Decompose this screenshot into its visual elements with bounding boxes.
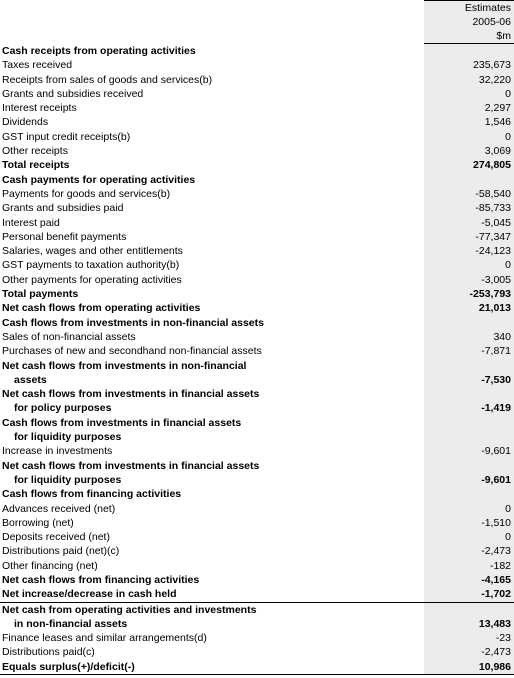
table-row bbox=[0, 73, 514, 87]
row-label: Grants and subsidies received bbox=[2, 87, 144, 100]
row-value: 0 bbox=[424, 130, 514, 144]
table-row bbox=[0, 230, 514, 244]
row-label: Total payments bbox=[2, 288, 79, 301]
table-row bbox=[0, 587, 514, 602]
row-value: -23 bbox=[424, 631, 514, 645]
row-label: for liquidity purposes bbox=[14, 473, 122, 486]
row-value: 10,986 bbox=[424, 660, 514, 675]
row-label: Net cash flows from investments in financial assets bbox=[2, 388, 260, 401]
row-value: -7,530 bbox=[424, 373, 514, 387]
row-label: GST payments to taxation authority(b) bbox=[2, 259, 180, 272]
table-row bbox=[0, 173, 514, 187]
row-value: -4,165 bbox=[424, 573, 514, 587]
row-label: Payments for goods and services(b) bbox=[2, 187, 171, 200]
row-label: for liquidity purposes bbox=[14, 431, 122, 444]
table-row bbox=[0, 444, 514, 458]
table-row bbox=[0, 115, 514, 129]
row-label: Interest receipts bbox=[2, 102, 77, 115]
table-row bbox=[0, 330, 514, 344]
row-value bbox=[424, 316, 514, 330]
table-row bbox=[0, 617, 514, 631]
header-row-unit bbox=[0, 29, 514, 44]
table-row bbox=[0, 201, 514, 215]
table-row bbox=[0, 602, 514, 617]
table-row bbox=[0, 530, 514, 544]
row-label: Taxes received bbox=[2, 59, 73, 72]
row-value: -85,733 bbox=[424, 201, 514, 215]
row-label: Other payments for operating activities bbox=[2, 273, 182, 286]
table-row bbox=[0, 244, 514, 258]
row-label: Borrowing (net) bbox=[2, 516, 74, 529]
column-year: 2005-06 bbox=[424, 15, 514, 29]
table-row bbox=[0, 502, 514, 516]
row-label: Grants and subsidies paid bbox=[2, 202, 124, 215]
row-label: Distributions paid (net)(c) bbox=[2, 545, 120, 558]
row-label: Net cash flows from financing activities bbox=[2, 573, 200, 586]
row-label: GST input credit receipts(b) bbox=[2, 130, 131, 143]
table-row bbox=[0, 573, 514, 587]
row-value: -5,045 bbox=[424, 216, 514, 230]
row-label: Net cash flows from investments in non-financial bbox=[2, 359, 247, 372]
table-row bbox=[0, 316, 514, 330]
row-value bbox=[424, 44, 514, 59]
table-row bbox=[0, 359, 514, 373]
row-value: 235,673 bbox=[424, 58, 514, 72]
table-row bbox=[0, 416, 514, 430]
row-label: Net cash flows from operating activities bbox=[2, 302, 201, 315]
row-value: -1,419 bbox=[424, 401, 514, 415]
row-value: 2,297 bbox=[424, 101, 514, 115]
row-label: Other financing (net) bbox=[2, 559, 98, 572]
row-value bbox=[424, 602, 514, 617]
row-label: Salaries, wages and other entitlements bbox=[2, 245, 183, 258]
table-row bbox=[0, 544, 514, 558]
row-value bbox=[424, 387, 514, 401]
row-value: -9,601 bbox=[424, 473, 514, 487]
table-row bbox=[0, 44, 514, 59]
row-value: -1,702 bbox=[424, 587, 514, 602]
row-value: 32,220 bbox=[424, 73, 514, 87]
row-label: Dividends bbox=[2, 116, 49, 129]
table-row bbox=[0, 387, 514, 401]
row-value: -7,871 bbox=[424, 344, 514, 358]
row-value bbox=[424, 359, 514, 373]
table-row bbox=[0, 273, 514, 287]
row-label: Advances received (net) bbox=[2, 502, 116, 515]
row-label: Cash flows from financing activities bbox=[2, 488, 182, 501]
row-label: Cash flows from investments in financial assets bbox=[2, 416, 242, 429]
row-label: Other receipts bbox=[2, 145, 68, 158]
row-label: Cash receipts from operating activities bbox=[2, 45, 196, 57]
row-value: 274,805 bbox=[424, 158, 514, 172]
table-row bbox=[0, 258, 514, 272]
row-value: 340 bbox=[424, 330, 514, 344]
row-label: Sales of non-financial assets bbox=[2, 330, 136, 343]
table-row bbox=[0, 187, 514, 201]
row-label: Increase in investments bbox=[2, 445, 113, 458]
row-value bbox=[424, 173, 514, 187]
row-value bbox=[424, 487, 514, 501]
row-value: 13,483 bbox=[424, 617, 514, 631]
table-row bbox=[0, 473, 514, 487]
row-value: -9,601 bbox=[424, 444, 514, 458]
column-title: Estimates bbox=[424, 1, 514, 16]
row-value: 1,546 bbox=[424, 115, 514, 129]
row-value bbox=[424, 416, 514, 430]
table-row bbox=[0, 373, 514, 387]
table-row bbox=[0, 344, 514, 358]
row-value: -58,540 bbox=[424, 187, 514, 201]
row-label: Receipts from sales of goods and services(b) bbox=[2, 73, 213, 86]
row-value: 0 bbox=[424, 530, 514, 544]
table-row bbox=[0, 430, 514, 444]
row-value: -77,347 bbox=[424, 230, 514, 244]
table-row bbox=[0, 216, 514, 230]
table-row bbox=[0, 660, 514, 675]
row-value: -1,510 bbox=[424, 516, 514, 530]
table-row bbox=[0, 301, 514, 315]
row-value: -253,793 bbox=[424, 287, 514, 301]
table-row bbox=[0, 287, 514, 301]
table-row bbox=[0, 631, 514, 645]
row-value: -2,473 bbox=[424, 544, 514, 558]
table-row bbox=[0, 559, 514, 573]
table-row bbox=[0, 58, 514, 72]
table-row bbox=[0, 459, 514, 473]
table-row bbox=[0, 487, 514, 501]
row-label: Total receipts bbox=[2, 159, 70, 172]
row-value: 0 bbox=[424, 502, 514, 516]
table-body bbox=[0, 44, 514, 675]
row-value: 0 bbox=[424, 258, 514, 272]
row-label: for policy purposes bbox=[14, 402, 112, 415]
column-unit: $m bbox=[424, 29, 514, 44]
table-row bbox=[0, 144, 514, 158]
row-label: Purchases of new and secondhand non-financial assets bbox=[2, 345, 262, 358]
table-row bbox=[0, 158, 514, 172]
table-row bbox=[0, 87, 514, 101]
row-label: Personal benefit payments bbox=[2, 230, 127, 243]
row-label: Net cash from operating activities and investments bbox=[2, 603, 257, 616]
row-value: -182 bbox=[424, 559, 514, 573]
row-value bbox=[424, 430, 514, 444]
table-row bbox=[0, 401, 514, 415]
row-label: Finance leases and similar arrangements(d) bbox=[2, 632, 207, 645]
row-label: assets bbox=[14, 373, 47, 386]
row-label: Deposits received (net) bbox=[2, 531, 110, 544]
row-value: 3,069 bbox=[424, 144, 514, 158]
row-value: 0 bbox=[424, 87, 514, 101]
row-label: Cash payments for operating activities bbox=[2, 173, 196, 186]
row-value: -2,473 bbox=[424, 645, 514, 659]
header-row-title bbox=[0, 1, 514, 16]
table-row bbox=[0, 516, 514, 530]
table-row bbox=[0, 130, 514, 144]
row-value bbox=[424, 459, 514, 473]
row-value: -3,005 bbox=[424, 273, 514, 287]
row-label: Interest paid bbox=[2, 216, 60, 229]
row-label: Distributions paid(c) bbox=[2, 646, 95, 659]
row-label: Net cash flows from investments in financial assets bbox=[2, 459, 260, 472]
row-label: Net increase/decrease in cash held bbox=[0, 587, 424, 602]
table-row bbox=[0, 645, 514, 659]
row-value: 21,013 bbox=[424, 301, 514, 315]
row-label: Cash flows from investments in non-financial assets bbox=[2, 316, 264, 329]
table-row bbox=[0, 101, 514, 115]
row-label: in non-financial assets bbox=[14, 617, 128, 630]
header-row-year bbox=[0, 15, 514, 29]
row-value: -24,123 bbox=[424, 244, 514, 258]
row-label: Equals surplus(+)/deficit(-) bbox=[0, 660, 424, 675]
